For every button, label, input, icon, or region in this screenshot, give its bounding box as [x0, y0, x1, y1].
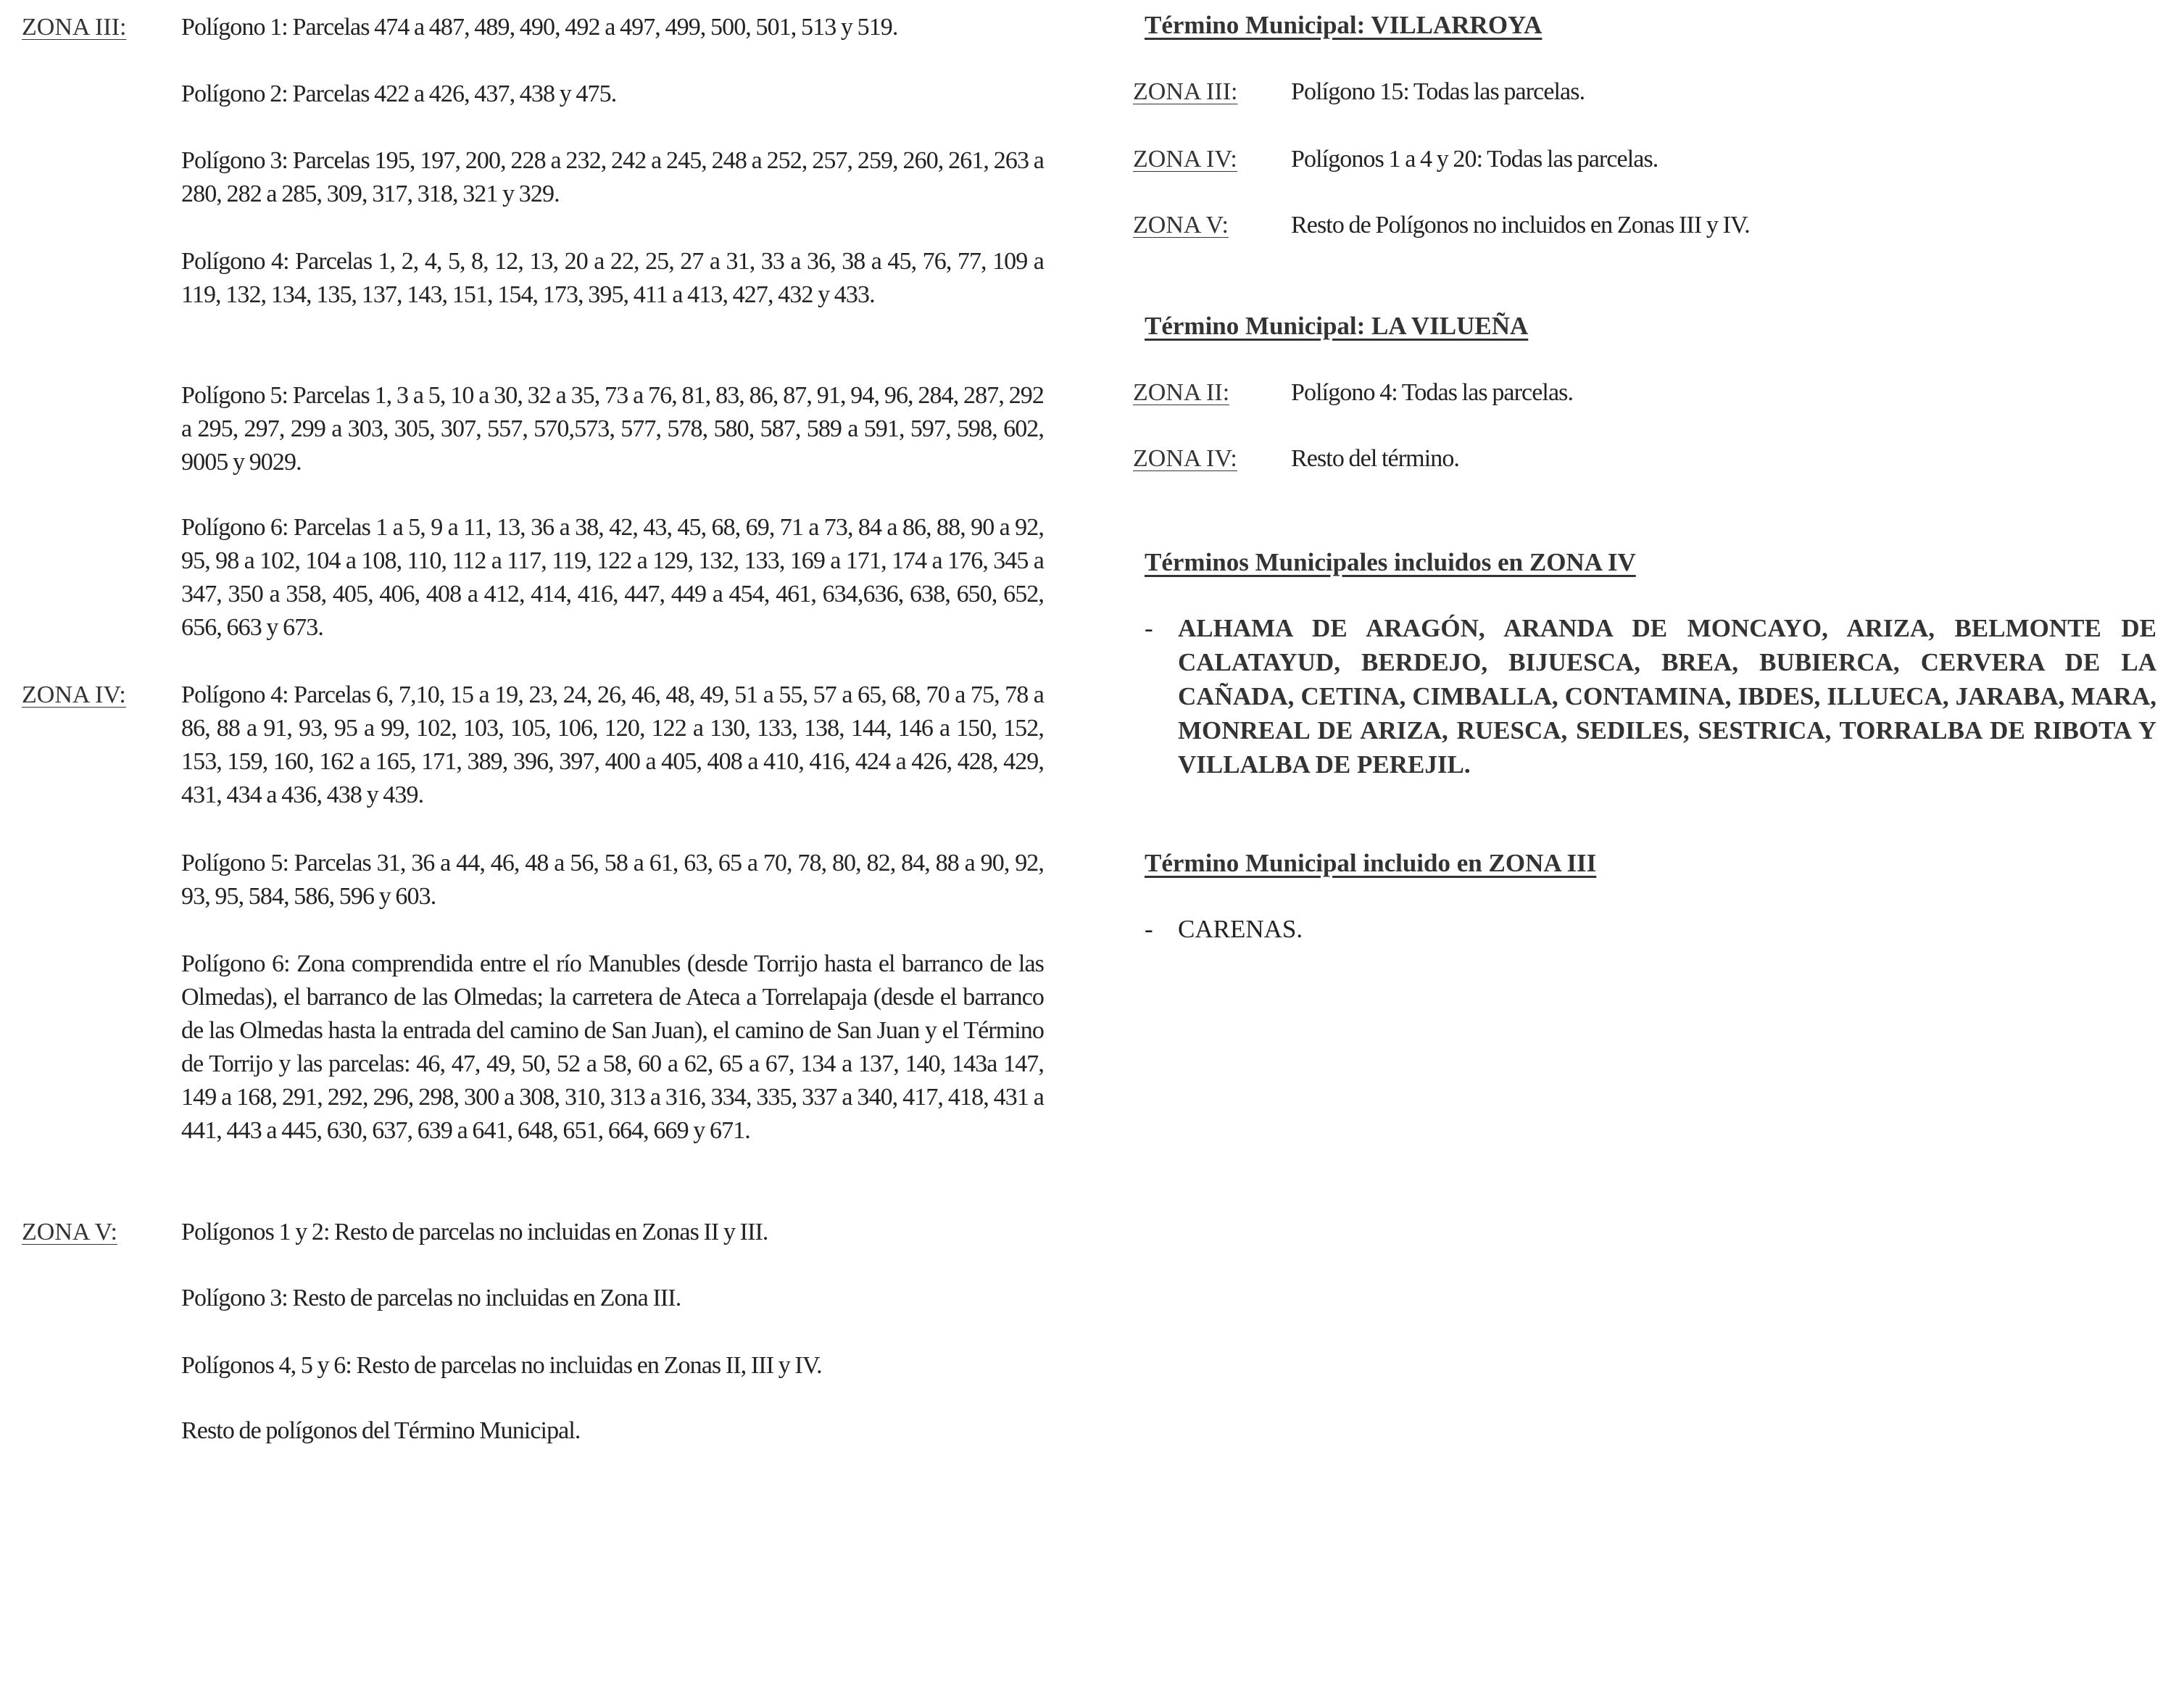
list-dash: -: [1145, 614, 1153, 642]
zona-iv-poligono-4: Polígono 4: Parcelas 6, 7,10, 15 a 19, 23, 24, 26, 46, 48, 49, 51 a 55, 57 a 65, 68, 70 a 75, 78 a 86, 88 a 91, 93, 95 a 99, 102, 103, 105, 106, 120, 122 a 130, 133, 138, 144, 146 a 150, 152, 153, 159, 160, 162 a 165, 171, 389, 396, 397, 400 a 405, 408 a 410, 416, 424 a 426, 428, 429, 431, 434 a 436, 438 y 439.: [181, 681, 1044, 808]
zona-iii-municipio: CARENAS.: [1178, 915, 1303, 943]
vilueña-zona-iv-text: Resto del término.: [1291, 445, 1460, 472]
zona-v-poligonos-1-2: Polígonos 1 y 2: Resto de parcelas no incluidas en Zonas II y III.: [181, 1219, 768, 1245]
zona-iv-poligono-5: Polígono 5: Parcelas 31, 36 a 44, 46, 48 a 56, 58 a 61, 63, 65 a 70, 78, 80, 82, 84, 88 a 90, 92, 93, 95, 584, 586, 596 y 603.: [181, 850, 1044, 910]
zona-iv-municipios-list: ALHAMA DE ARAGÓN, ARANDA DE MONCAYO, ARIZA, BELMONTE DE CALATAYUD, BERDEJO, BIJUESCA, BREA, BUBIERCA, CERVERA DE LA CAÑADA, CETINA, CIMBALLA, CONTAMINA, IBDES, ILLUECA, JARABA, MARA, MONREAL DE ARIZA, RUESCA, SEDILES, SESTRICA, TORRALBA DE RIBOTA Y VILLALBA DE PEREJIL.: [1178, 614, 2156, 779]
zona-iv-label: ZONA IV:: [22, 681, 126, 708]
vilueña-zona-iv-label: ZONA IV:: [1133, 445, 1237, 472]
zona-iii-poligono-4: Polígono 4: Parcelas 1, 2, 4, 5, 8, 12, 13, 20 a 22, 25, 27 a 31, 33 a 36, 38 a 45, 76, 77, 109 a 119, 132, 134, 135, 137, 143, 151, 154, 173, 395, 411 a 413, 427, 432 y 433.: [181, 248, 1044, 308]
heading-termino-zona-iii: Término Municipal incluido en ZONA III: [1145, 849, 1597, 877]
zona-iii-poligono-6: Polígono 6: Parcelas 1 a 5, 9 a 11, 13, 36 a 38, 42, 43, 45, 68, 69, 71 a 73, 84 a 86, 88, 90 a 92, 95, 98 a 102, 104 a 108, 110, 112 a 117, 119, 122 a 129, 132, 133, 169 a 171, 174 a 176, 345 a 347, 350 a 358, 405, 406, 408 a 412, 414, 416, 447, 449 a 454, 461, 634,636, 638, 650, 652, 656, 663 y 673.: [181, 514, 1044, 641]
villarroya-zona-v-text: Resto de Polígonos no incluidos en Zonas III y IV.: [1291, 212, 1750, 239]
heading-villarroya: Término Municipal: VILLARROYA: [1145, 11, 1542, 39]
zona-iii-poligono-1: Polígono 1: Parcelas 474 a 487, 489, 490, 492 a 497, 499, 500, 501, 513 y 519.: [181, 14, 898, 41]
zona-v-resto: Resto de polígonos del Término Municipal.: [181, 1417, 581, 1444]
villarroya-zona-iv-text: Polígonos 1 a 4 y 20: Todas las parcelas.: [1291, 146, 1658, 173]
villarroya-zona-iv-label: ZONA IV:: [1133, 146, 1237, 173]
zona-v-label: ZONA V:: [22, 1219, 117, 1245]
zona-v-poligono-3: Polígono 3: Resto de parcelas no incluidas en Zona III.: [181, 1285, 681, 1311]
villarroya-zona-iii-text: Polígono 15: Todas las parcelas.: [1291, 78, 1585, 105]
zona-iii-poligono-5: Polígono 5: Parcelas 1, 3 a 5, 10 a 30, 32 a 35, 73 a 76, 81, 83, 86, 87, 91, 94, 96, 284, 287, 292 a 295, 297, 299 a 303, 305, 307, 557, 570,573, 577, 578, 580, 587, 589 a 591, 597, 598, 602, 9005 y 9029.: [181, 382, 1044, 476]
heading-terminos-zona-iv: Términos Municipales incluidos en ZONA IV: [1145, 548, 1636, 576]
vilueña-zona-ii-text: Polígono 4: Todas las parcelas.: [1291, 379, 1574, 406]
zona-iii-label: ZONA III:: [22, 14, 127, 41]
zona-v-poligonos-4-6: Polígonos 4, 5 y 6: Resto de parcelas no incluidas en Zonas II, III y IV.: [181, 1352, 822, 1379]
villarroya-zona-v-label: ZONA V:: [1133, 212, 1229, 239]
villarroya-zona-iii-label: ZONA III:: [1133, 78, 1238, 105]
heading-la-vilueña: Término Municipal: LA VILUEÑA: [1145, 312, 1529, 340]
list-dash: -: [1145, 915, 1153, 943]
zona-iv-poligono-6: Polígono 6: Zona comprendida entre el río Manubles (desde Torrijo hasta el barranco de las Olmedas), el barranco de las Olmedas; la carretera de Ateca a Torrelapaja (desde el barranco de las Olmedas hasta la entrada del camino de San Juan), el camino de San Juan y el Término de Torrijo y las parcelas: 46, 47, 49, 50, 52 a 58, 60 a 62, 65 a 67, 134 a 137, 140, 143a 147, 149 a 168, 291, 292, 296, 298, 300 a 308, 310, 313 a 316, 334, 335, 337 a 340, 417, 418, 431 a 441, 443 a 445, 630, 637, 639 a 641, 648, 651, 664, 669 y 671.: [181, 950, 1044, 1144]
zona-iii-poligono-3: Polígono 3: Parcelas 195, 197, 200, 228 a 232, 242 a 245, 248 a 252, 257, 259, 260, 261, 263 a 280, 282 a 285, 309, 317, 318, 321 y 329.: [181, 147, 1044, 207]
zona-iii-poligono-2: Polígono 2: Parcelas 422 a 426, 437, 438 y 475.: [181, 80, 617, 107]
vilueña-zona-ii-label: ZONA II:: [1133, 379, 1230, 406]
